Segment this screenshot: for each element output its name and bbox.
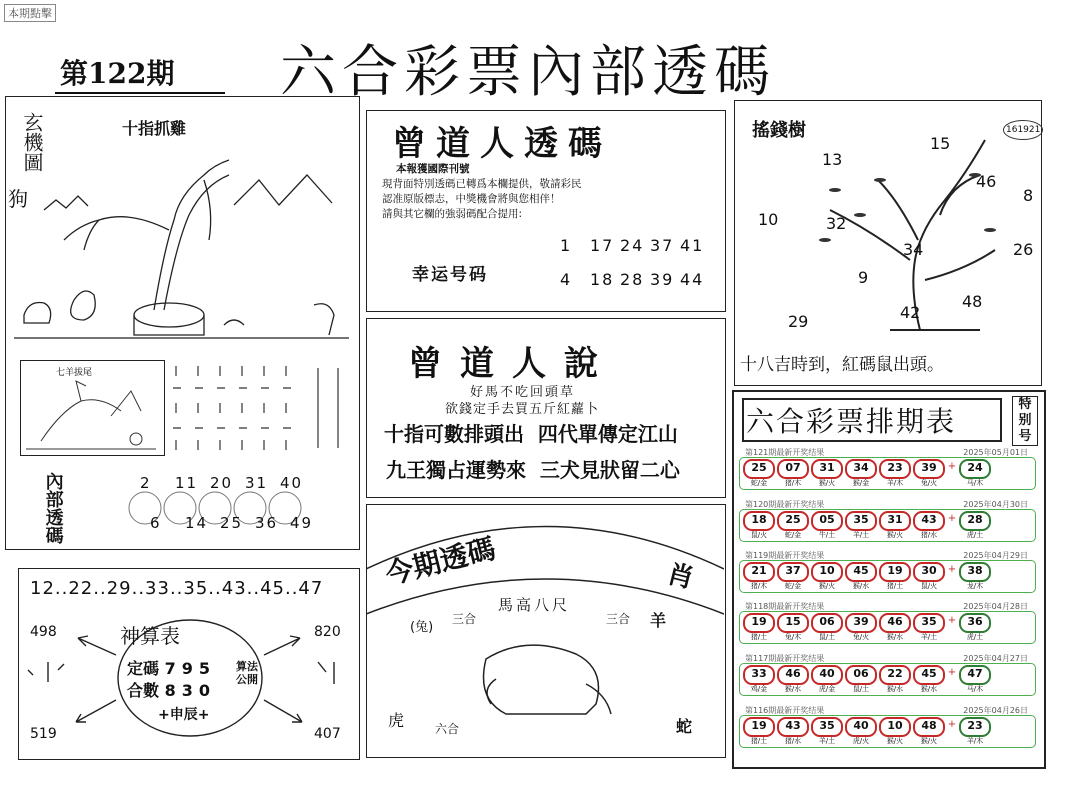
ball-number: 30 <box>913 562 945 582</box>
lottery-ball <box>743 459 775 488</box>
lucky-number: 1 <box>560 236 573 255</box>
draw-balls <box>739 611 1036 644</box>
ball-number: 46 <box>879 613 911 633</box>
draw-date: 2025年04月26日 <box>963 706 1028 715</box>
tree-number: 10 <box>758 210 779 229</box>
lottery-ball <box>811 562 843 591</box>
lottery-ball <box>743 613 775 642</box>
special-number: 24 <box>959 459 991 479</box>
lottery-ball <box>879 511 911 540</box>
special-number: 23 <box>959 717 991 737</box>
ball-zodiac: 鼠/土 <box>818 633 836 641</box>
shensuan-corner-tr: 820 <box>314 624 341 640</box>
ball-number: 19 <box>743 717 775 737</box>
ball-number: 45 <box>913 665 945 685</box>
shensuan-corner-tl: 498 <box>30 624 57 640</box>
ball-zodiac: 蛇/金 <box>784 582 802 590</box>
ball-zodiac: 猴/火 <box>920 737 938 745</box>
ball-zodiac: 猪/木 <box>784 479 802 487</box>
ball-number: 07 <box>777 459 809 479</box>
tree-number: 9 <box>858 268 869 287</box>
ball-zodiac: 猴/水 <box>886 633 904 641</box>
issue-label: 第122期 <box>60 57 175 90</box>
inner-code-number: 31 <box>245 474 269 492</box>
lottery-ball <box>811 459 843 488</box>
lottery-ball <box>913 665 945 694</box>
special-zodiac: 马/木 <box>966 479 984 487</box>
ball-zodiac: 羊/土 <box>818 737 836 745</box>
ball-zodiac: 蛇/金 <box>750 479 768 487</box>
draw-date: 2025年05月01日 <box>963 448 1028 457</box>
notice-head: 本報獲國際刊號 <box>396 163 470 175</box>
xuanji-illustration <box>14 140 354 350</box>
lottery-ball <box>743 511 775 540</box>
lucky-number: 41 <box>680 236 705 255</box>
ball-zodiac: 猴/水 <box>920 685 938 693</box>
ball-number: 34 <box>845 459 877 479</box>
tree-number: 13 <box>822 150 843 169</box>
ball-zodiac: 虎/火 <box>852 737 870 745</box>
plus-sign: + <box>947 564 957 575</box>
ball-zodiac: 兔/木 <box>784 633 802 641</box>
shensuan-side-tag: 算法公開 <box>236 660 258 686</box>
ball-zodiac: 猪/土 <box>750 737 768 745</box>
ball-zodiac: 鼠/火 <box>750 531 768 539</box>
ball-number: 31 <box>811 459 843 479</box>
draw-label: 第117期最新开奖结果 <box>745 654 825 663</box>
shensuan-dingma <box>127 656 216 679</box>
lottery-ball <box>845 717 877 746</box>
lucky-number: 37 <box>650 236 675 255</box>
inner-code-label: 內部透碼 <box>42 472 64 544</box>
today-sheep: 羊 <box>650 611 667 630</box>
draw-date: 2025年04月30日 <box>963 500 1028 509</box>
special-number: 47 <box>959 665 991 685</box>
ball-number: 37 <box>777 562 809 582</box>
shensuan-title: 神算表 <box>120 624 180 648</box>
draw-label: 第120期最新开奖结果 <box>745 500 825 509</box>
lucky-number: 39 <box>650 270 675 289</box>
svg-text:七羊拔尾: 七羊拔尾 <box>56 368 93 378</box>
inner-code-number: 6 <box>150 514 162 532</box>
plus-sign: + <box>947 615 957 626</box>
tree-number: 8 <box>1023 186 1034 205</box>
special-ball <box>959 511 991 540</box>
lucky-row2 <box>560 270 710 289</box>
ball-number: 05 <box>811 511 843 531</box>
main-title: 六合彩票內部透碼 <box>280 40 776 105</box>
ball-zodiac: 猴/水 <box>784 685 802 693</box>
says-line1: 好馬不吃回頭草 <box>470 385 576 400</box>
ball-zodiac: 猪/土 <box>886 582 904 590</box>
ball-number: 40 <box>811 665 843 685</box>
draw-label: 第118期最新开奖结果 <box>745 602 825 611</box>
shensuan-corner-bl: 519 <box>30 726 57 742</box>
special-zodiac: 羊/木 <box>966 737 984 745</box>
shensuan-corner-br: 407 <box>314 726 341 742</box>
zengdao-says-title: 曾道人說 <box>408 344 616 384</box>
today-title-text: 今期透碼 <box>382 531 499 592</box>
draw-label: 第116期最新开奖结果 <box>745 706 825 715</box>
ball-zodiac: 猴/水 <box>886 685 904 693</box>
ball-number: 48 <box>913 717 945 737</box>
lottery-ball <box>743 717 775 746</box>
tree-number: 46 <box>976 172 997 191</box>
special-ball <box>959 665 991 694</box>
ball-zodiac: 蛇/金 <box>784 531 802 539</box>
draw-balls <box>739 509 1036 542</box>
draw-balls <box>739 457 1036 490</box>
lottery-ball <box>743 562 775 591</box>
draw-row <box>739 447 1034 491</box>
money-tree-illustration <box>740 120 1030 350</box>
tree-number: 29 <box>788 312 809 331</box>
draw-date: 2025年04月29日 <box>963 551 1028 560</box>
lucky-number: 17 <box>590 236 615 255</box>
lottery-ball <box>777 665 809 694</box>
lottery-ball <box>845 613 877 642</box>
money-tree-badge: 161921 <box>1003 120 1043 140</box>
ball-zodiac: 猴/火 <box>886 531 904 539</box>
ball-number: 23 <box>879 459 911 479</box>
special-number: 28 <box>959 511 991 531</box>
lottery-ball <box>777 562 809 591</box>
ball-number: 31 <box>879 511 911 531</box>
lottery-ball <box>811 665 843 694</box>
lottery-ball <box>845 562 877 591</box>
today-code-title-right: 肖 <box>664 559 697 595</box>
says-verse2: 九王獨占運勢來 三犬見狀留二心 <box>386 458 680 482</box>
inner-code-row2 <box>150 514 325 532</box>
tree-number: 32 <box>826 214 847 233</box>
lottery-ball <box>913 511 945 540</box>
plus-sign: + <box>947 513 957 524</box>
lucky-number: 24 <box>620 236 645 255</box>
draw-label: 第121期最新开奖结果 <box>745 448 825 457</box>
lucky-label: 幸运号码 <box>412 265 488 285</box>
special-zodiac: 马/木 <box>966 685 984 693</box>
lottery-ball <box>845 665 877 694</box>
ball-zodiac: 猪/土 <box>750 633 768 641</box>
today-horse-text: 馬高八尺 <box>498 596 571 614</box>
special-number: 36 <box>959 613 991 633</box>
draw-row <box>739 499 1034 543</box>
today-liuhe: 六合 <box>435 722 460 736</box>
plus-sign: + <box>947 667 957 678</box>
today-snake: 蛇 <box>676 717 693 736</box>
lottery-ball <box>913 717 945 746</box>
special-zodiac: 龙/木 <box>966 582 984 590</box>
special-ball <box>959 459 991 488</box>
ball-number: 43 <box>913 511 945 531</box>
tree-number: 42 <box>900 303 921 322</box>
tree-number: 34 <box>903 240 924 259</box>
ball-zodiac: 兔/火 <box>852 633 870 641</box>
lottery-ball <box>777 459 809 488</box>
schedule-special-tag: 特别号 <box>1012 396 1038 446</box>
inner-code-row1 <box>140 474 315 492</box>
ball-number: 15 <box>777 613 809 633</box>
special-number: 38 <box>959 562 991 582</box>
ball-zodiac: 猴/水 <box>852 582 870 590</box>
lottery-ball <box>913 613 945 642</box>
issue-underline <box>55 92 225 94</box>
ball-number: 35 <box>913 613 945 633</box>
lottery-ball <box>811 613 843 642</box>
ball-number: 35 <box>811 717 843 737</box>
dingma-label: 定碼 <box>127 659 160 678</box>
dingma-value: 795 <box>164 659 216 678</box>
shensuan-heshu <box>127 678 216 701</box>
lucky-number: 44 <box>680 270 705 289</box>
today-tiger: 虎 <box>388 711 405 730</box>
draw-date: 2025年04月27日 <box>963 654 1028 663</box>
draw-label: 第119期最新开奖结果 <box>745 551 825 560</box>
lottery-ball <box>879 717 911 746</box>
heshu-value: 830 <box>164 681 216 700</box>
ball-number: 39 <box>845 613 877 633</box>
ball-zodiac: 牛/土 <box>818 531 836 539</box>
schedule-title: 六合彩票排期表 <box>746 405 957 438</box>
ball-number: 25 <box>777 511 809 531</box>
lottery-ball <box>845 459 877 488</box>
handwritten-columns <box>168 358 358 458</box>
ball-zodiac: 鼠/土 <box>852 685 870 693</box>
ball-number: 10 <box>811 562 843 582</box>
ball-number: 22 <box>879 665 911 685</box>
lottery-ball <box>811 717 843 746</box>
today-code-title <box>382 531 516 592</box>
special-ball <box>959 717 991 746</box>
says-line2: 欲錢定手去買五斤紅蘿卜 <box>445 402 600 417</box>
inner-code-number: 49 <box>290 514 314 532</box>
today-tag-left: (兔) <box>410 620 434 635</box>
xuanji-small-picture <box>20 360 165 456</box>
ball-zodiac: 虎/金 <box>818 685 836 693</box>
special-ball <box>959 562 991 591</box>
draw-row <box>739 601 1034 645</box>
plus-sign: + <box>947 719 957 730</box>
ball-number: 19 <box>879 562 911 582</box>
ball-number: 06 <box>811 613 843 633</box>
heshu-label: 合數 <box>127 681 160 700</box>
lottery-ball <box>913 562 945 591</box>
ball-number: 39 <box>913 459 945 479</box>
ball-number: 35 <box>845 511 877 531</box>
ball-number: 25 <box>743 459 775 479</box>
xuanji-subtitle: 十指抓雞 <box>122 119 187 138</box>
ball-number: 19 <box>743 613 775 633</box>
inner-code-number: 14 <box>185 514 209 532</box>
lottery-ball <box>879 613 911 642</box>
xuanji-title: 玄機圖 <box>20 112 44 172</box>
ball-number: 33 <box>743 665 775 685</box>
lottery-ball <box>879 459 911 488</box>
today-sanhe1: 三合 <box>452 612 477 626</box>
corner-mark: 本期點擊 <box>4 4 56 22</box>
inner-code-number: 25 <box>220 514 244 532</box>
special-zodiac: 虎/土 <box>966 633 984 641</box>
lottery-ball <box>879 562 911 591</box>
ball-number: 45 <box>845 562 877 582</box>
tree-number: 26 <box>1013 240 1034 259</box>
draw-date: 2025年04月28日 <box>963 602 1028 611</box>
ball-number: 46 <box>777 665 809 685</box>
ball-zodiac: 猪/水 <box>784 737 802 745</box>
draw-row <box>739 550 1034 594</box>
lucky-row1 <box>560 236 710 255</box>
ball-number: 40 <box>845 717 877 737</box>
inner-code-number: 40 <box>280 474 304 492</box>
draw-balls <box>739 663 1036 696</box>
lottery-ball <box>777 717 809 746</box>
shensuan-top-numbers: 12..22..29..33..35..43..45..47 <box>30 578 324 599</box>
ball-zodiac: 羊/土 <box>852 531 870 539</box>
ball-number: 06 <box>845 665 877 685</box>
ball-number: 43 <box>777 717 809 737</box>
lottery-ball <box>845 511 877 540</box>
money-tree-caption: 十八吉時到，紅碼鼠出頭。 <box>740 355 944 375</box>
draw-row <box>739 705 1034 749</box>
xuanji-side-char: 狗 <box>8 187 28 211</box>
ball-zodiac: 鸡/金 <box>750 685 768 693</box>
ball-zodiac: 羊/木 <box>886 479 904 487</box>
lottery-ball <box>913 459 945 488</box>
ball-number: 10 <box>879 717 911 737</box>
draw-balls <box>739 560 1036 593</box>
ball-zodiac: 猴/火 <box>886 737 904 745</box>
shensuan-zodiac: +申辰+ <box>158 707 210 723</box>
ball-zodiac: 鼠/火 <box>920 582 938 590</box>
inner-code-number: 20 <box>210 474 234 492</box>
lottery-ball <box>879 665 911 694</box>
ball-zodiac: 猪/水 <box>920 531 938 539</box>
draw-row <box>739 653 1034 697</box>
ball-zodiac: 猴/金 <box>852 479 870 487</box>
notice-body: 現背面特別透碼已轉爲本欄提供，敬請彩民認准原版標志，中獎機會將與您相伴！ <box>382 178 582 205</box>
lottery-ball <box>811 511 843 540</box>
ball-zodiac: 兔/火 <box>920 479 938 487</box>
zengdao-notice <box>382 162 722 222</box>
lucky-number: 28 <box>620 270 645 289</box>
inner-code-number: 36 <box>255 514 279 532</box>
ball-number: 18 <box>743 511 775 531</box>
ball-number: 21 <box>743 562 775 582</box>
today-sanhe2: 三合 <box>606 612 631 626</box>
notice-tail: 請與其它欄的強弱碼配合提用: <box>382 208 523 220</box>
lottery-ball <box>777 511 809 540</box>
inner-code-number: 2 <box>140 474 152 492</box>
lucky-number: 4 <box>560 270 573 289</box>
lottery-ball <box>777 613 809 642</box>
money-tree-title: 搖錢樹 <box>752 120 806 141</box>
ball-zodiac: 猴/火 <box>818 582 836 590</box>
zengdao-code-title: 曾道人透碼 <box>392 124 612 164</box>
draw-balls <box>739 715 1036 748</box>
ball-zodiac: 羊/土 <box>920 633 938 641</box>
tree-number: 15 <box>930 134 951 153</box>
lottery-ball <box>743 665 775 694</box>
says-verse1: 十指可數排頭出 四代單傳定江山 <box>384 422 678 446</box>
special-zodiac: 虎/土 <box>966 531 984 539</box>
lucky-number: 18 <box>590 270 615 289</box>
special-ball <box>959 613 991 642</box>
ball-zodiac: 猪/木 <box>750 582 768 590</box>
inner-code-number: 11 <box>175 474 199 492</box>
tree-number: 48 <box>962 292 983 311</box>
plus-sign: + <box>947 461 957 472</box>
ball-zodiac: 猴/火 <box>818 479 836 487</box>
